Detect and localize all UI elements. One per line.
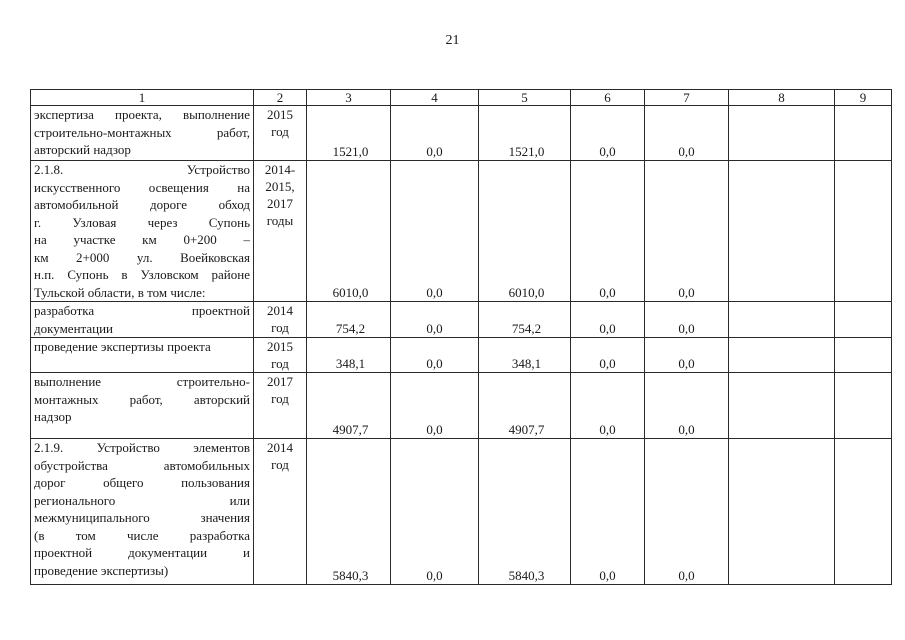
item-description <box>31 373 254 439</box>
value-text: 0,0 <box>426 356 443 371</box>
value-cell-c5 <box>479 439 571 585</box>
value-cell-c5 <box>479 302 571 338</box>
value-text: 6010,0 <box>332 285 369 300</box>
value-cell-c8 <box>729 338 835 373</box>
value-text: 0,0 <box>599 285 616 300</box>
description-line: автомобильной дороге обход <box>34 197 250 212</box>
period-line: год <box>271 124 289 139</box>
value-cell-c3 <box>307 373 391 439</box>
period-line: 2014 <box>267 303 293 318</box>
period-line: годы <box>266 213 294 228</box>
description-line: км 2+000 ул. Воейковская <box>34 249 250 265</box>
value-text: 5840,3 <box>508 568 545 583</box>
table-row <box>31 106 892 161</box>
value-text: 0,0 <box>426 285 443 300</box>
value-cell-c5 <box>479 161 571 302</box>
value-cell-c7 <box>645 338 729 373</box>
description-line: 2.1.9. Устройство элементов <box>34 440 250 455</box>
value-cell-c3 <box>307 338 391 373</box>
value-cell-c3 <box>307 106 391 161</box>
description-line: монтажных работ, авторский <box>34 391 250 407</box>
value-cell-c7 <box>645 302 729 338</box>
value-text: 0,0 <box>426 144 443 159</box>
description-line: проведение экспертизы проекта <box>34 339 211 354</box>
table-row <box>31 439 892 585</box>
value-text: 1521,0 <box>508 144 545 159</box>
value-text: 0,0 <box>678 144 695 159</box>
value-cell-c3 <box>307 302 391 338</box>
value-text: 348,1 <box>511 356 542 371</box>
value-text: 0,0 <box>599 568 616 583</box>
item-description <box>31 439 254 585</box>
value-cell-c6 <box>571 106 645 161</box>
description-line: документации <box>34 320 114 336</box>
value-cell-c9 <box>835 439 892 585</box>
value-cell-c4 <box>391 338 479 373</box>
value-cell-c3 <box>307 439 391 585</box>
period-line: 2015 <box>267 339 293 354</box>
value-cell-c7 <box>645 373 729 439</box>
value-cell-c8 <box>729 439 835 585</box>
value-cell-c6 <box>571 338 645 373</box>
period-line: год <box>271 457 289 472</box>
table-row <box>31 338 892 373</box>
value-cell-c6 <box>571 439 645 585</box>
value-cell-c7 <box>645 106 729 161</box>
description-line: экспертиза проекта, выполнение <box>34 107 250 122</box>
page-number: 21 <box>445 33 460 48</box>
value-text: 0,0 <box>678 356 695 371</box>
implementation-period <box>254 338 307 373</box>
description-line: н.п. Супонь в Узловском районе <box>34 267 250 282</box>
period-line: год <box>271 320 289 335</box>
value-text: 0,0 <box>678 321 695 336</box>
description-line: строительно-монтажных работ, <box>34 124 250 140</box>
implementation-period <box>254 439 307 585</box>
column-header-4: 4 <box>391 90 479 106</box>
period-line: 2015 <box>267 107 293 122</box>
value-cell-c8 <box>729 302 835 338</box>
description-line: межмуниципального значения <box>34 510 250 525</box>
value-cell-c4 <box>391 302 479 338</box>
value-text: 0,0 <box>426 568 443 583</box>
implementation-period <box>254 161 307 302</box>
value-cell-c8 <box>729 106 835 161</box>
value-cell-c9 <box>835 338 892 373</box>
value-text: 348,1 <box>335 356 366 371</box>
description-line: 2.1.8. Устройство <box>34 162 250 177</box>
period-line: 2015, <box>265 179 295 194</box>
period-line: 2014- <box>264 162 296 177</box>
value-cell-c7 <box>645 439 729 585</box>
description-line: Тульской области, в том числе: <box>34 284 206 300</box>
period-line: 2014 <box>267 440 293 455</box>
description-line: г. Узловая через Супонь <box>34 214 250 230</box>
implementation-period <box>254 373 307 439</box>
column-header-8: 8 <box>729 90 835 106</box>
value-text: 5840,3 <box>332 568 369 583</box>
column-header-9: 9 <box>835 90 892 106</box>
description-line: разработка проектной <box>34 303 250 318</box>
column-header-7: 7 <box>645 90 729 106</box>
item-description <box>31 106 254 161</box>
value-cell-c4 <box>391 106 479 161</box>
period-line: 2017 <box>267 196 293 211</box>
description-line: регионального или <box>34 492 250 508</box>
period-line: 2017 <box>267 374 293 389</box>
value-text: 6010,0 <box>508 285 545 300</box>
value-cell-c8 <box>729 161 835 302</box>
value-cell-c4 <box>391 373 479 439</box>
value-text: 4907,7 <box>332 422 369 437</box>
value-cell-c3 <box>307 161 391 302</box>
table-row <box>31 302 892 338</box>
value-text: 754,2 <box>511 321 542 336</box>
implementation-period <box>254 106 307 161</box>
value-cell-c4 <box>391 161 479 302</box>
value-text: 0,0 <box>678 285 695 300</box>
value-cell-c5 <box>479 373 571 439</box>
value-cell-c6 <box>571 373 645 439</box>
description-line: на участке км 0+200 – <box>34 232 250 247</box>
value-text: 754,2 <box>335 321 366 336</box>
period-line: год <box>271 356 289 371</box>
value-text: 0,0 <box>599 422 616 437</box>
value-cell-c9 <box>835 302 892 338</box>
description-line: проведение экспертизы) <box>34 562 169 578</box>
value-text: 0,0 <box>599 321 616 336</box>
description-line: выполнение строительно- <box>34 374 250 389</box>
value-text: 0,0 <box>426 422 443 437</box>
table-header-row <box>31 90 892 106</box>
description-line: надзор <box>34 409 72 424</box>
description-line: дорог общего пользования <box>34 475 250 490</box>
description-line: искусственного освещения на <box>34 179 250 195</box>
description-line: обустройства автомобильных <box>34 457 250 473</box>
item-description <box>31 302 254 338</box>
value-cell-c5 <box>479 338 571 373</box>
value-cell-c9 <box>835 373 892 439</box>
description-line: авторский надзор <box>34 142 131 157</box>
description-line: проектной документации и <box>34 545 250 560</box>
value-cell-c9 <box>835 161 892 302</box>
period-line: год <box>271 391 289 406</box>
item-description <box>31 161 254 302</box>
value-text: 4907,7 <box>508 422 545 437</box>
implementation-period <box>254 302 307 338</box>
budget-table <box>30 89 892 585</box>
column-header-3: 3 <box>307 90 391 106</box>
value-text: 0,0 <box>426 321 443 336</box>
table-row <box>31 373 892 439</box>
value-cell-c6 <box>571 302 645 338</box>
column-header-1: 1 <box>31 90 254 106</box>
value-cell-c8 <box>729 373 835 439</box>
column-header-2: 2 <box>254 90 307 106</box>
column-header-5: 5 <box>479 90 571 106</box>
description-line: (в том числе разработка <box>34 527 250 543</box>
value-cell-c5 <box>479 106 571 161</box>
value-text: 0,0 <box>678 422 695 437</box>
column-header-6: 6 <box>571 90 645 106</box>
table-row <box>31 161 892 302</box>
value-cell-c6 <box>571 161 645 302</box>
value-cell-c7 <box>645 161 729 302</box>
value-cell-c4 <box>391 439 479 585</box>
value-text: 1521,0 <box>332 144 369 159</box>
value-text: 0,0 <box>599 144 616 159</box>
item-description <box>31 338 254 373</box>
value-text: 0,0 <box>678 568 695 583</box>
value-cell-c9 <box>835 106 892 161</box>
value-text: 0,0 <box>599 356 616 371</box>
